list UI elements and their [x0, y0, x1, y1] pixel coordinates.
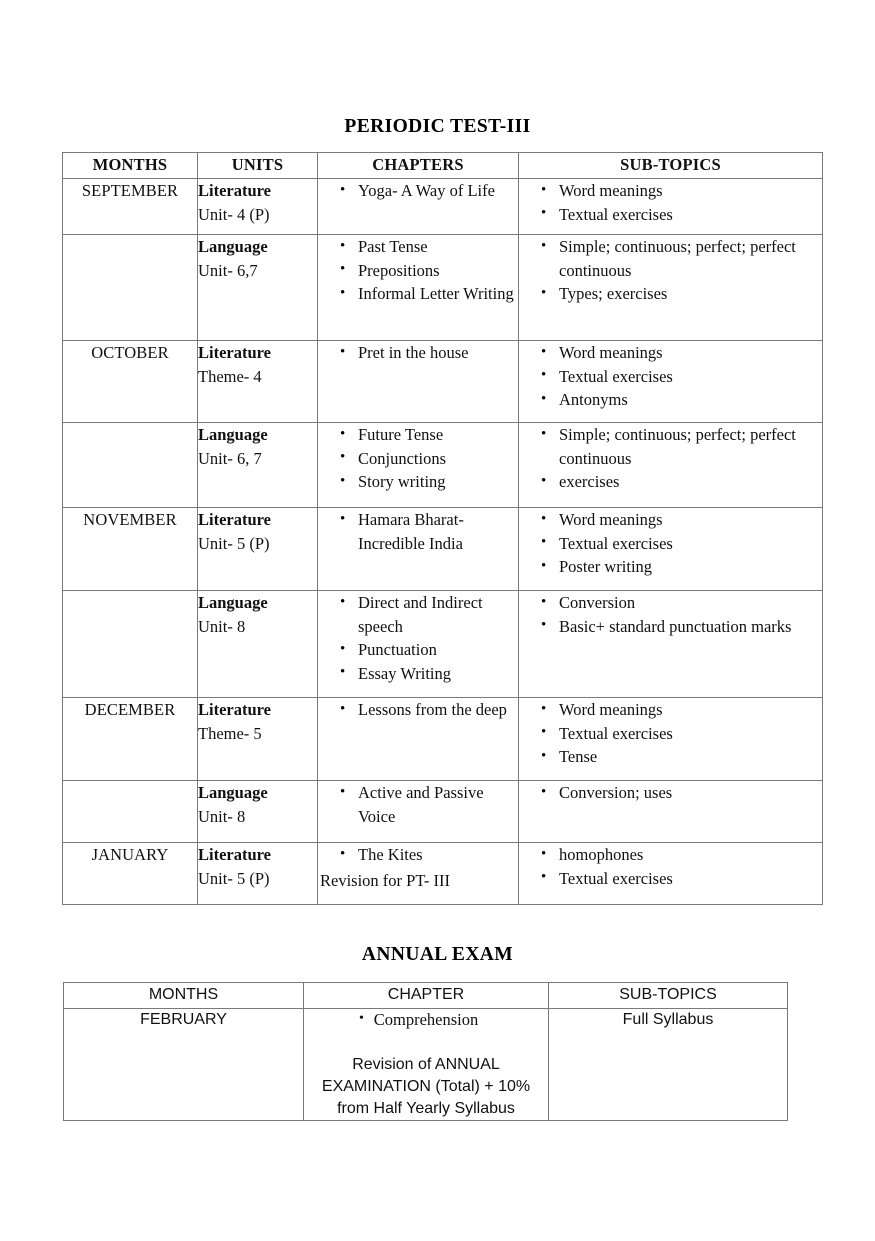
table-row [63, 591, 823, 698]
list-item: • Direct and Indirect speech [318, 591, 518, 638]
cell-month: DECEMBER [63, 698, 198, 781]
list-item: • Essay Writing [318, 662, 518, 686]
chapter-list [318, 781, 518, 828]
cell-chapters [318, 698, 519, 781]
unit-name: Literature [198, 700, 272, 719]
cell-chapters [318, 591, 519, 698]
subtopic-list [519, 508, 822, 579]
cell-units [198, 591, 318, 698]
chapter-bullet-item: • Comprehension [304, 1009, 548, 1031]
column-header-subtopics: SUB-TOPICS [549, 983, 788, 1009]
annual-exam-table-header [64, 983, 788, 1009]
list-item: • Textual exercises [519, 722, 822, 746]
list-item: • Story writing [318, 470, 518, 494]
list-item: • Informal Letter Writing [318, 282, 518, 306]
unit-subtitle: Unit- 6, 7 [198, 448, 262, 468]
chapter-list [318, 235, 518, 306]
chapter-note-line-3: from Half Yearly Syllabus [337, 1100, 515, 1117]
column-header-months: MONTHS [64, 983, 304, 1009]
column-header-subtopics: SUB-TOPICS [519, 153, 823, 179]
column-header-chapter: CHAPTER [304, 983, 549, 1009]
cell-subtopics [519, 508, 823, 591]
list-item: • Simple; continuous; perfect; perfect continuous [519, 235, 822, 282]
unit-subtitle: Unit- 8 [198, 806, 246, 826]
list-item: • Yoga- A Way of Life [318, 179, 518, 203]
table-header-row [63, 153, 823, 179]
list-item: • Simple; continuous; perfect; perfect continuous [519, 423, 822, 470]
cell-units [198, 698, 318, 781]
list-item: • Word meanings [519, 179, 822, 203]
chapter-note-line-2: EXAMINATION (Total) + 10% [321, 1078, 531, 1095]
cell-month: SEPTEMBER [63, 179, 198, 235]
cell-month: FEBRUARY [64, 1009, 304, 1121]
cell-subtopics [519, 179, 823, 235]
unit-name: Literature [198, 510, 272, 529]
cell-chapters [318, 179, 519, 235]
table-row [63, 423, 823, 508]
table-row [63, 843, 823, 905]
unit-subtitle: Theme- 5 [198, 723, 262, 743]
table-row [63, 508, 823, 591]
cell-units [198, 508, 318, 591]
chapters-note: Revision for PT- III [320, 870, 451, 890]
cell-units [198, 179, 318, 235]
cell-subtopics [519, 591, 823, 698]
cell-subtopics: Full Syllabus [549, 1009, 788, 1121]
cell-chapters [318, 843, 519, 905]
unit-name: Literature [198, 343, 272, 362]
cell-units [198, 235, 318, 341]
periodic-test-table-body [63, 179, 823, 905]
cell-subtopics [519, 423, 823, 508]
table-row [64, 1009, 788, 1121]
unit-name: Language [198, 783, 268, 802]
cell-units [198, 423, 318, 508]
list-item: • Basic+ standard punctuation marks [519, 615, 822, 639]
subtopic-list [519, 235, 822, 306]
page-title-periodic-test: PERIODIC TEST-III [344, 116, 531, 137]
unit-subtitle: Unit- 5 (P) [198, 533, 270, 553]
cell-chapters [318, 235, 519, 341]
chapter-list [318, 423, 518, 494]
list-item: • Tense [519, 745, 822, 769]
list-item: • exercises [519, 470, 822, 494]
cell-units [198, 781, 318, 843]
list-item: • Types; exercises [519, 282, 822, 306]
unit-name: Language [198, 425, 268, 444]
periodic-test-table [62, 152, 823, 905]
list-item: • Conversion; uses [519, 781, 822, 805]
subtopic-list [519, 698, 822, 769]
unit-name: Language [198, 593, 268, 612]
column-header-units: UNITS [198, 153, 318, 179]
list-item: • Poster writing [519, 555, 822, 579]
cell-month [63, 591, 198, 698]
chapter-list [318, 508, 518, 555]
cell-subtopics [519, 235, 823, 341]
list-item: • Antonyms [519, 388, 822, 412]
unit-name: Literature [198, 845, 272, 864]
list-item: • Textual exercises [519, 867, 822, 891]
list-item: • Pret in the house [318, 341, 518, 365]
list-item: • Prepositions [318, 259, 518, 283]
table-row [63, 179, 823, 235]
list-item: • Textual exercises [519, 203, 822, 227]
chapter-list [318, 843, 518, 867]
column-header-chapters: CHAPTERS [318, 153, 519, 179]
subtopic-list [519, 179, 822, 226]
cell-subtopics [519, 698, 823, 781]
list-item: • homophones [519, 843, 822, 867]
chapter-note-line-1: Revision of ANNUAL [352, 1056, 500, 1073]
unit-subtitle: Unit- 8 [198, 616, 246, 636]
cell-units [198, 843, 318, 905]
list-item: • The Kites [318, 843, 518, 867]
cell-month [63, 781, 198, 843]
chapter-list [318, 179, 518, 203]
list-item: • Conjunctions [318, 447, 518, 471]
list-item: • Hamara Bharat- Incredible India [318, 508, 518, 555]
subtopic-list [519, 781, 822, 805]
cell-units [198, 341, 318, 423]
annual-exam-table [63, 982, 788, 1121]
list-item: • Past Tense [318, 235, 518, 259]
list-item: • Lessons from the deep [318, 698, 518, 722]
subtopic-list [519, 843, 822, 890]
table-row [63, 341, 823, 423]
periodic-test-table-header [63, 153, 823, 179]
unit-subtitle: Unit- 5 (P) [198, 868, 270, 888]
list-item: • Conversion [519, 591, 822, 615]
cell-month [63, 423, 198, 508]
cell-month: OCTOBER [63, 341, 198, 423]
table-row [63, 698, 823, 781]
cell-chapters [318, 423, 519, 508]
chapter-list [318, 591, 518, 685]
table-row [63, 781, 823, 843]
list-item: • Word meanings [519, 341, 822, 365]
table-row [63, 235, 823, 341]
list-item: • Active and Passive Voice [318, 781, 518, 828]
column-header-months: MONTHS [63, 153, 198, 179]
cell-month: NOVEMBER [63, 508, 198, 591]
chapter-list [318, 341, 518, 365]
cell-chapter [304, 1009, 549, 1121]
subtopic-list [519, 423, 822, 494]
unit-subtitle: Unit- 4 (P) [198, 204, 270, 224]
list-item: • Textual exercises [519, 365, 822, 389]
unit-subtitle: Unit- 6,7 [198, 260, 258, 280]
list-item: • Word meanings [519, 698, 822, 722]
page-title-annual-exam: ANNUAL EXAM [361, 944, 514, 965]
cell-month: JANUARY [63, 843, 198, 905]
chapter-list [318, 698, 518, 722]
cell-chapters [318, 781, 519, 843]
unit-subtitle: Theme- 4 [198, 366, 262, 386]
cell-subtopics [519, 781, 823, 843]
subtopic-list [519, 591, 822, 638]
table-header-row [64, 983, 788, 1009]
list-item: • Future Tense [318, 423, 518, 447]
cell-subtopics [519, 843, 823, 905]
unit-name: Language [198, 237, 268, 256]
cell-subtopics [519, 341, 823, 423]
subtopic-list [519, 341, 822, 412]
unit-name: Literature [198, 181, 272, 200]
list-item: • Textual exercises [519, 532, 822, 556]
list-item: • Word meanings [519, 508, 822, 532]
cell-chapters [318, 508, 519, 591]
cell-chapters [318, 341, 519, 423]
list-item: • Punctuation [318, 638, 518, 662]
cell-month [63, 235, 198, 341]
annual-exam-table-body [64, 1009, 788, 1121]
